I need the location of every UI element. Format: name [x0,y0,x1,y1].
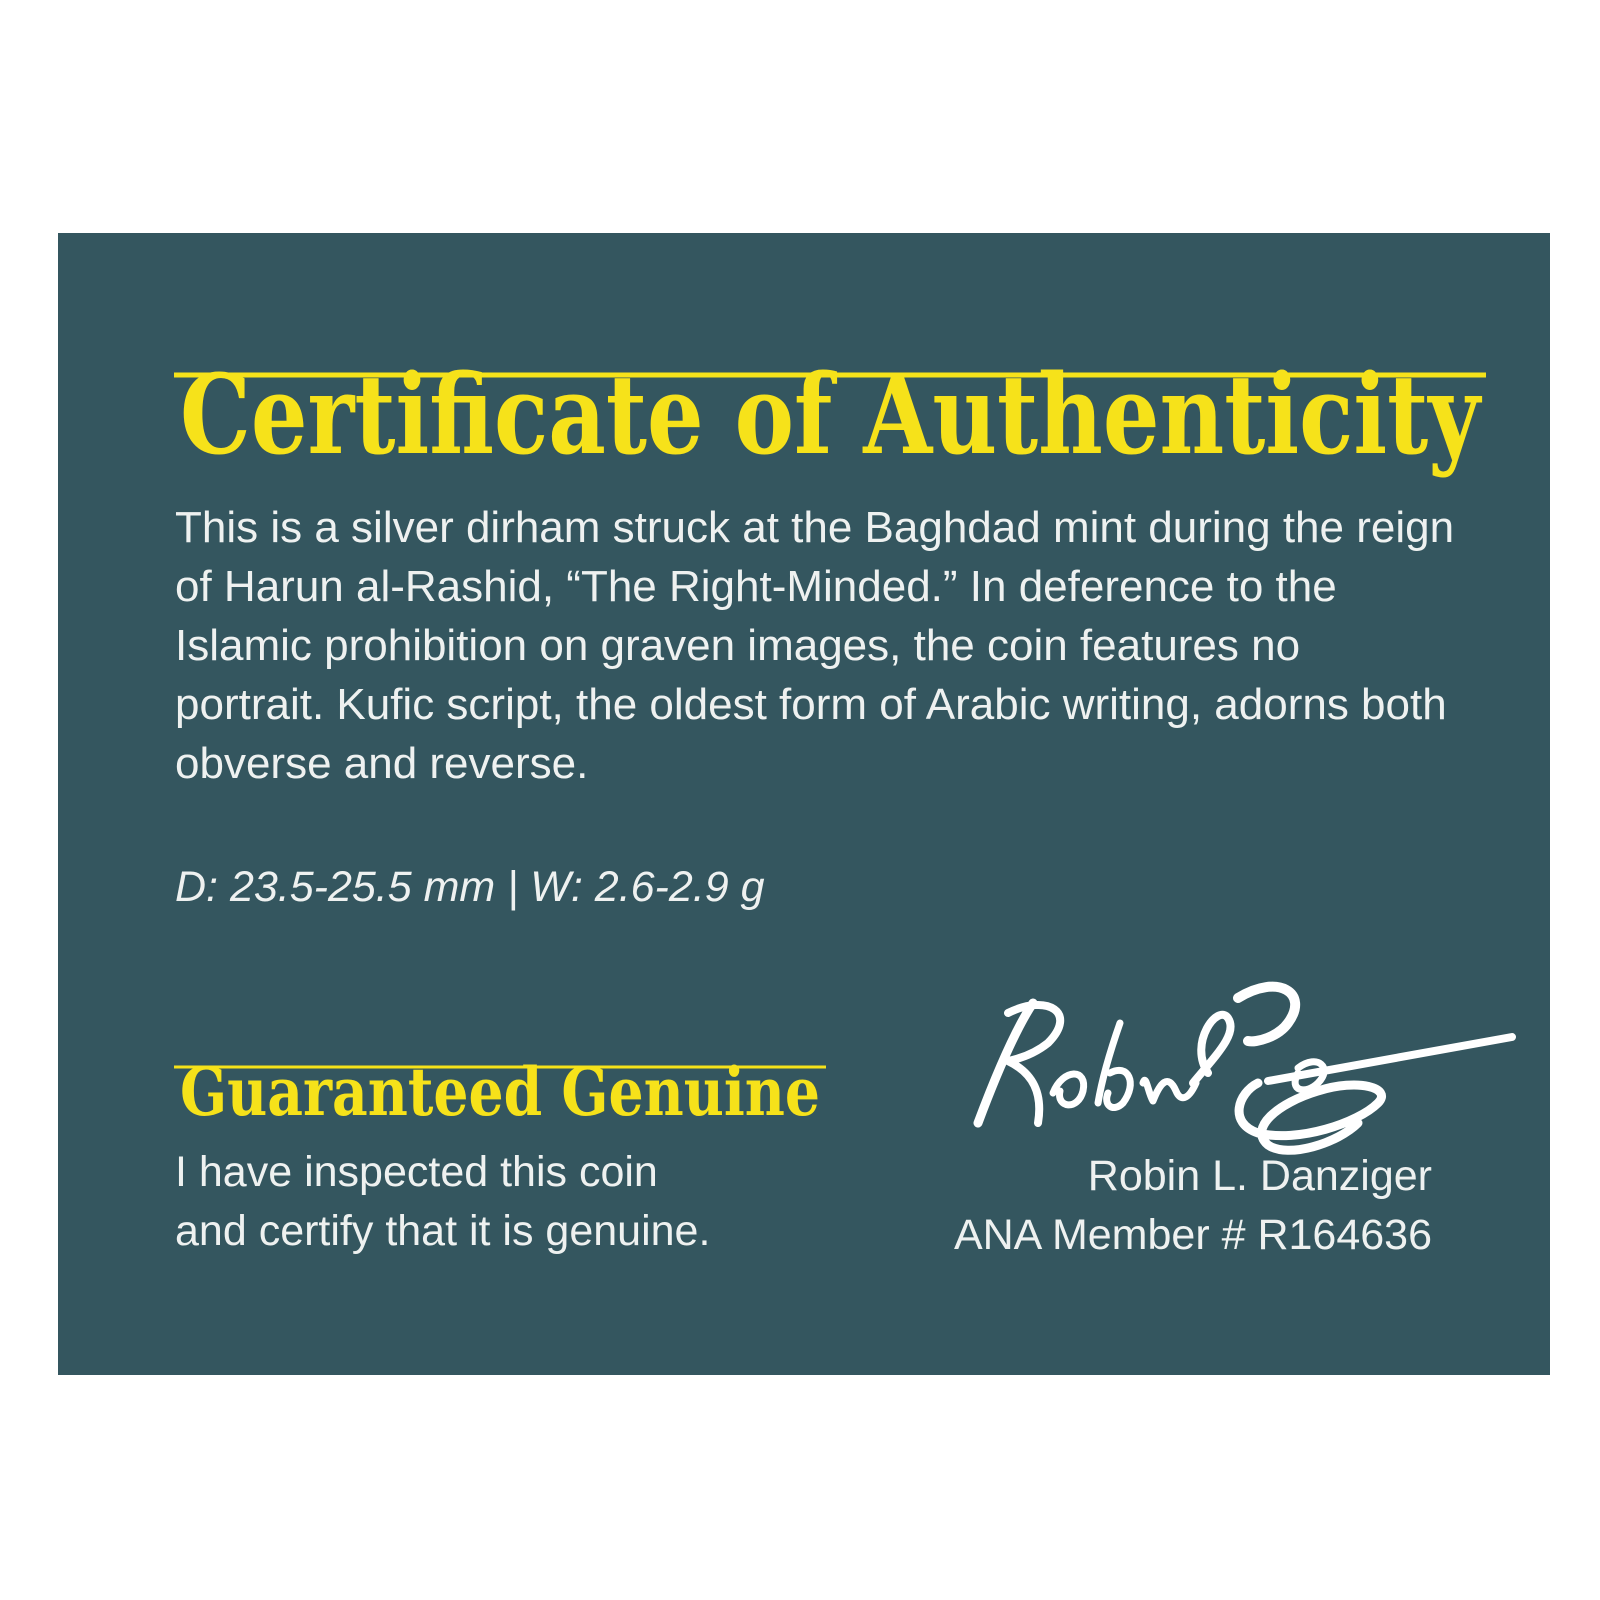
certificate-title [170,325,1490,485]
certificate-card [58,233,1550,1375]
coin-description: This is a silver dirham struck at the Baghdad mint during the reign of Harun al-Rashid, “The Right-Minded.” In deference to the Islamic prohibition on graven images, the coin features no portrait. Kufic script, the oldest form of Arabic writing, adorns both obverse and reverse. [175,503,1455,788]
guarantee-heading-text: Guaranteed Genuine [180,1053,820,1131]
certificate-title-text: Certificate of Authenticity [180,350,1483,479]
handwritten-signature [938,973,1518,1163]
guarantee-line-1: I have inspected this coin [175,1148,658,1196]
signer-name: Robin L. Danziger [1087,1152,1432,1200]
guarantee-line-2: and certify that it is genuine. [175,1207,711,1255]
coin-dimensions: D: 23.5-25.5 mm | W: 2.6-2.9 g [175,863,765,911]
signer-membership: ANA Member # R164636 [953,1211,1432,1259]
guarantee-statement [175,1143,710,1261]
guarantee-heading [170,1041,830,1131]
signer-block [954,1147,1432,1265]
